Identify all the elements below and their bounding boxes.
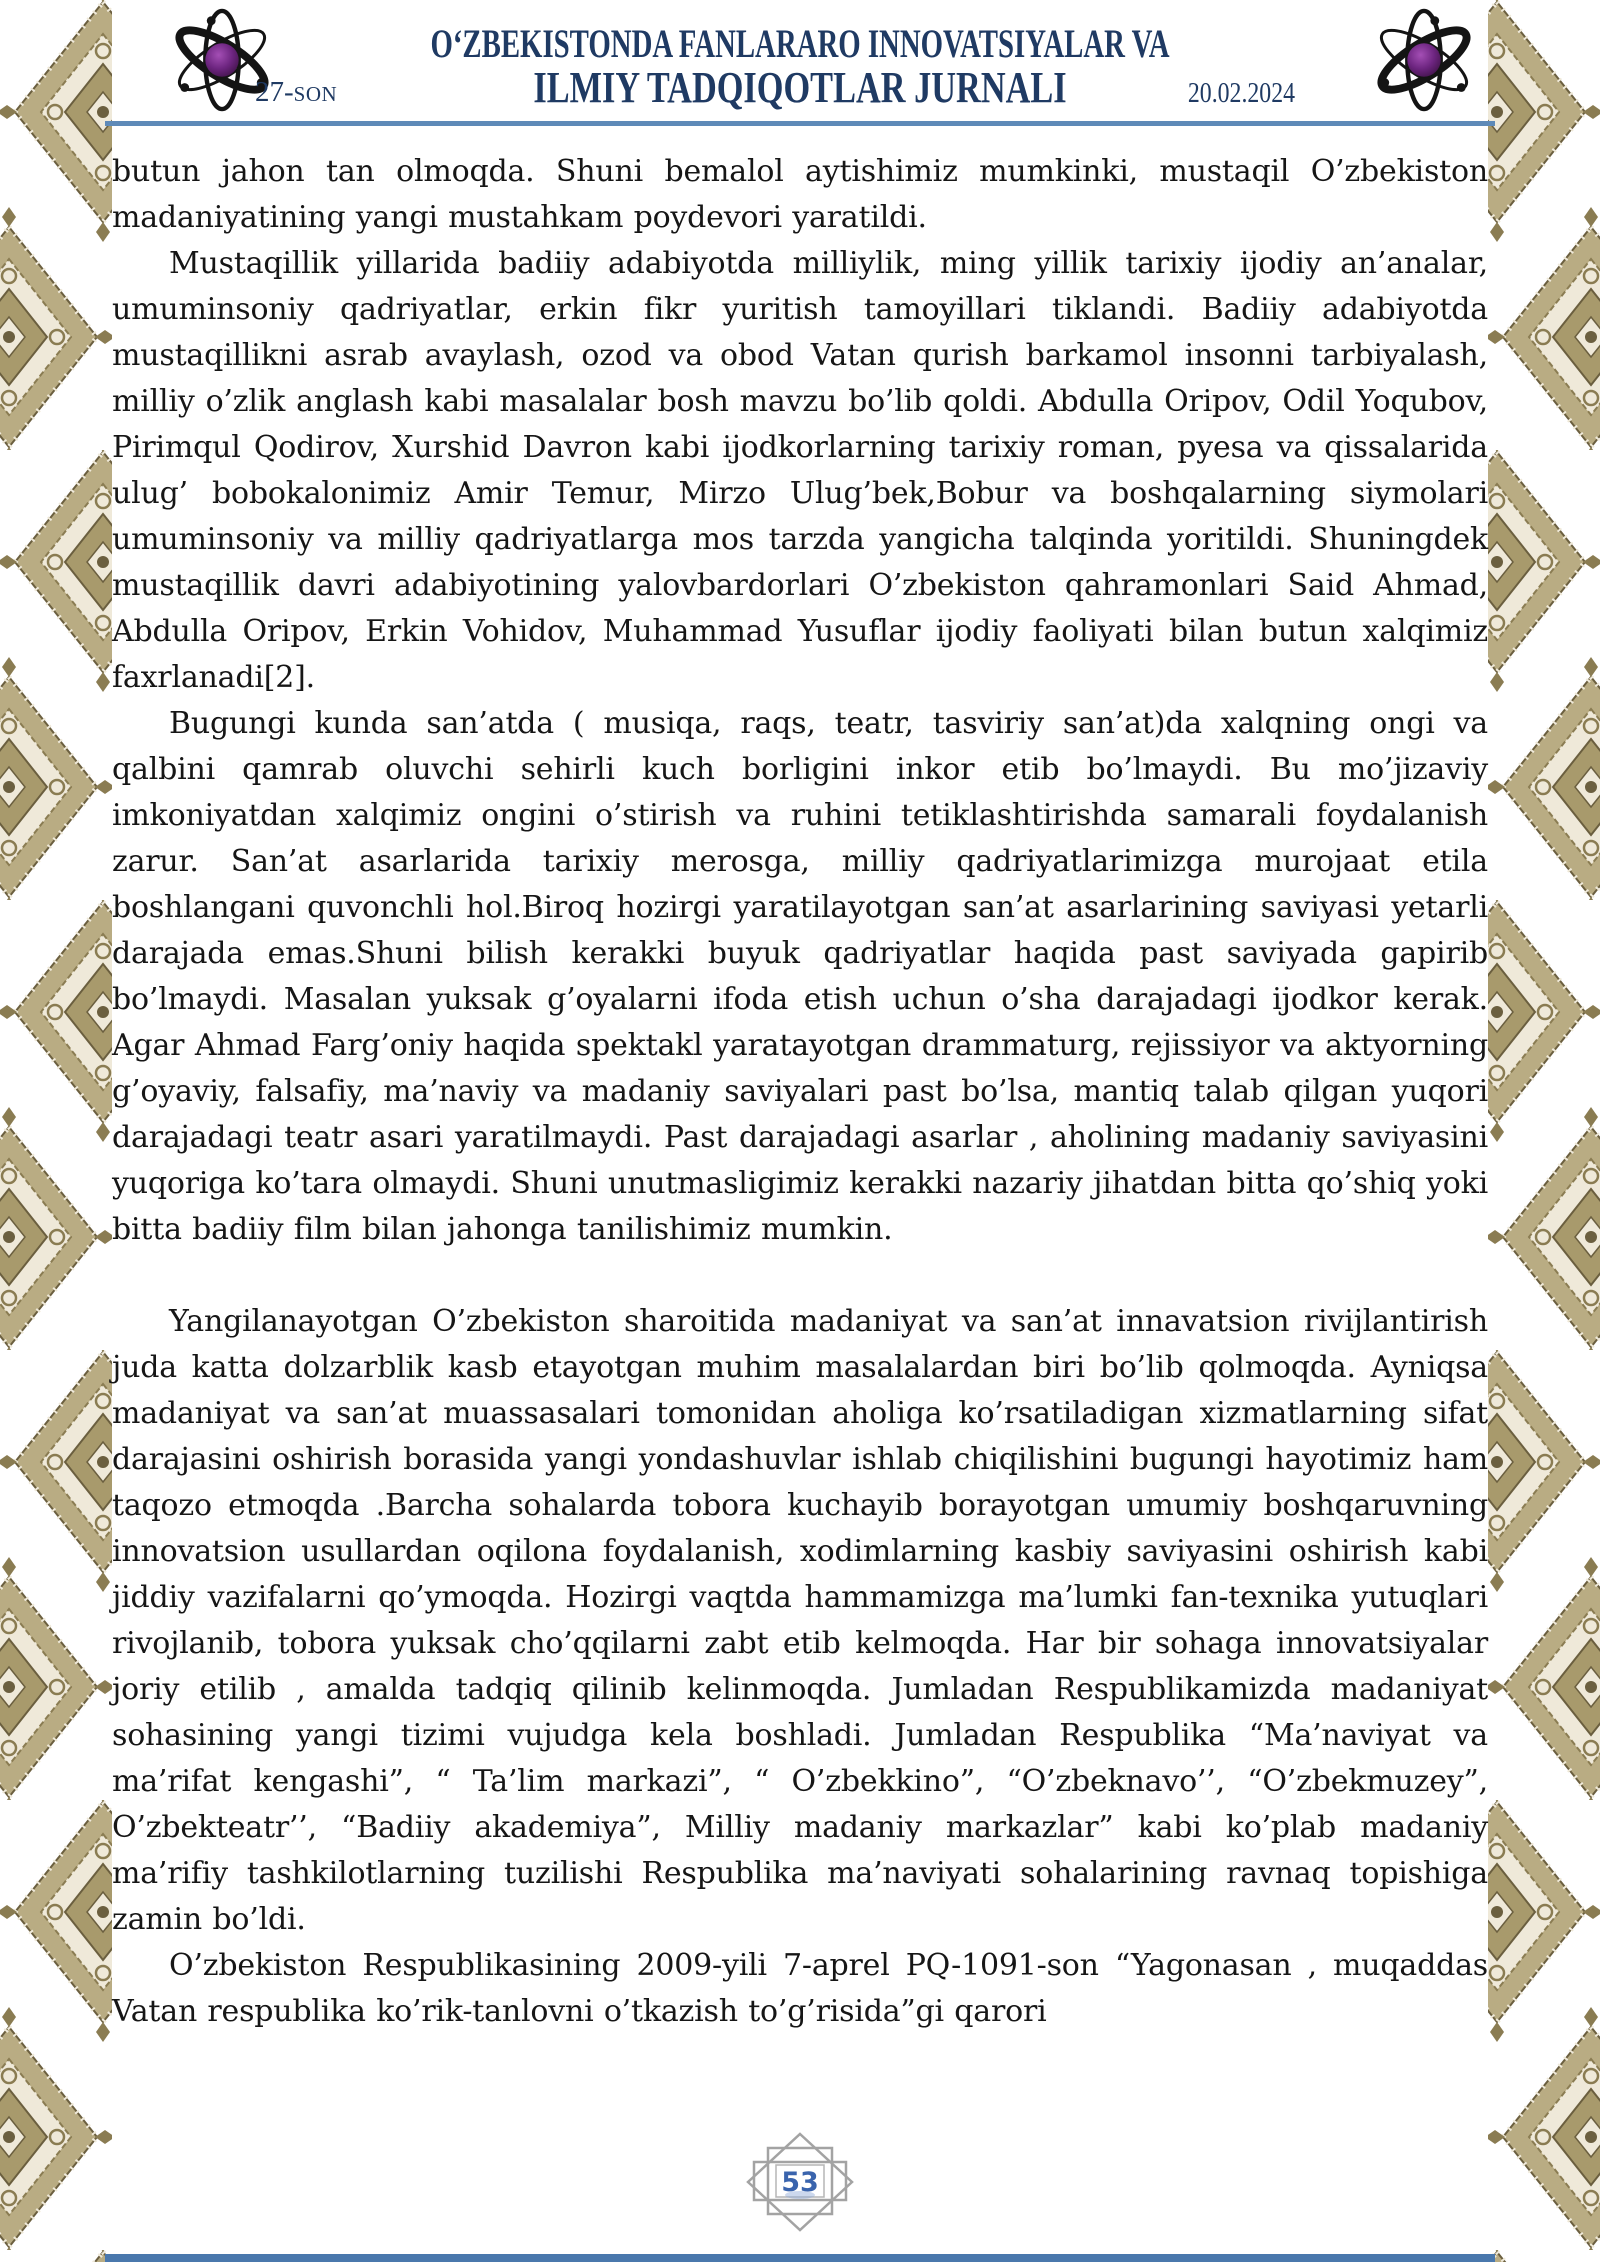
paragraph: O’zbekiston Respublikasining 2009-yili 7-aprel PQ-1091-son “Yagonasan , muqaddas Vatan respublika ko’rik-tanlovni o’tkazish to’g’risida”gi qarori [112, 1948, 1488, 2029]
article-body [112, 149, 1488, 2035]
issue-date: 20.02.2024 [1187, 78, 1295, 109]
journal-title-line1: O‘ZBEKISTONDA FANLARARO INNOVATSIYALAR VA [430, 21, 1170, 66]
issue-number-value: 27- [255, 76, 294, 108]
paragraph: Mustaqillik yillarida badiiy adabiyotda milliylik, ming yillik tarixiy ijodiy an’analar, umuminsoniy qadriyatlar, erkin fikr yuritish tamoyillari tiklandi. Badiiy adabiyotda mustaqillikni asrab avaylash, ozod va obod Vatan qurish barkamol insonni tarbiyalash, milliy o’zlik anglash kabi masalalar bosh mavzu bo’lib qoldi. Abdulla Oripov, Odil Yoqubov, Pirimqul Qodirov, Xurshid Davron kabi ijodkorlarning tarixiy roman, pyesa va qissalarida ulug’ bobokalonimiz Amir Temur, Mirzo Ulug’bek,Bobur va boshqalarning siymolari umuminsoniy va milliy qadriyatlarga mos tarzda yangicha talqinda yoritildi. Shuningdek mustaqillik davri adabiyotining yalovbardorlari O’zbekiston qahramonlari Said Ahmad, Abdulla Oripov, Erkin Vohidov, Muhammad Yusuflar ijodiy faoliyati bilan butun xalqimiz faxrlanadi[2]. [112, 246, 1488, 695]
issue-number [255, 76, 337, 109]
paragraph: Yangilanayotgan O’zbekiston sharoitida madaniyat va san’at innavatsion rivijlantirish juda katta dolzarblik kasb etayotgan muhim masalalardan biri bo’lib qolmoqda. Ayniqsa madaniyat va san’at muassasalari tomonidan aholiga ko’rsatiladigan xizmatlarning sifat darajasini oshirish borasida yangi yondashuvlar ishlab chiqilishini bugungi hayotimiz ham taqozo etmoqda .Barcha sohalarda tobora kuchayib borayotgan umumiy boshqaruvning innovatsion usullardan oqilona foydalanish, xodimlarning kasbiy saviyasini oshirish kabi jiddiy vazifalarni qo’ymoqda. Hozirgi vaqtda hammamizga ma’lumki fan-texnika yutuqlari rivojlanib, tobora yuksak cho’qqilarni zabt etib kelmoqda. Har bir sohaga innovatsiyalar joriy etilib , amalda tadqiq qilinib kelinmoqda. Jumladan Respublikamizda madaniyat sohasining yangi tizimi vujudga kela boshladi. Jumladan Respublika “Ma’naviyat va ma’rifat kengashi”, “ Ta’lim markazi”, “ O’zbekkino”, “O’zbeknavo’’, “O’zbekmuzey”, O’zbekteatr’’, “Badiiy akademiya”, Milliy madaniy markazlar” kabi ko’plab madaniy ma’rifiy tashkilotlarning tuzilishi Respublika ma’naviyati sohalarining ravnaq topishiga zamin bo’ldi. [112, 1304, 1488, 1937]
paragraph: butun jahon tan olmoqda. Shuni bemalol aytishimiz mumkinki, mustaqil O’zbekiston madaniyatining yangi mustahkam poydevori yaratildi. [112, 154, 1488, 235]
journal-title-line2: ILMIY TADQIQOTLAR JURNALI [533, 63, 1067, 112]
header-rule [105, 121, 1495, 126]
page-number-badge [745, 2132, 855, 2236]
ornament-border-left [0, 0, 112, 2262]
page-footer [745, 2132, 855, 2236]
issue-number-suffix: SON [293, 82, 338, 106]
bottom-rule [105, 2254, 1495, 2262]
ornament-border-right [1488, 0, 1600, 2262]
page-number: 53 [781, 2167, 819, 2198]
page-header [0, 0, 1600, 132]
paragraph [112, 1253, 1488, 1299]
paragraph: Bugungi kunda san’atda ( musiqa, raqs, teatr, tasviriy san’at)da xalqning ongi va qalbini qamrab oluvchi sehirli kuch borligini inkor etib bo’lmaydi. Bu mo’jizaviy imkoniyatdan xalqimiz ongini o’stirish va ruhini tetiklashtirishda samarali foydalanish zarur. San’at asarlarida tarixiy merosga, milliy qadriyatlarimizga murojaat etila boshlangani quvonchli hol.Biroq hozirgi yaratilayotgan san’at asarlarining saviyasi yetarli darajada emas.Shuni bilish kerakki buyuk qadriyatlar haqida past saviyada gapirib bo’lmaydi. Masalan yuksak g’oyalarni ifoda etish uchun o’sha darajadagi ijodkor kerak. Agar Ahmad Farg’oniy haqida spektakl yaratayotgan drammaturg, rejissiyor va aktyorning g’oyaviy, falsafiy, ma’naviy va madaniy saviyalari past bo’lsa, mantiq talab qilgan yuqori darajadagi teatr asari yaratilmaydi. Past darajadagi asarlar , aholining madaniy saviyasini yuqoriga ko’tara olmaydi. Shuni unutmasligimiz kerakki nazariy jihatdan bitta qo’shiq yoki bitta badiiy film bilan jahonga tanilishimiz mumkin. [112, 706, 1488, 1247]
